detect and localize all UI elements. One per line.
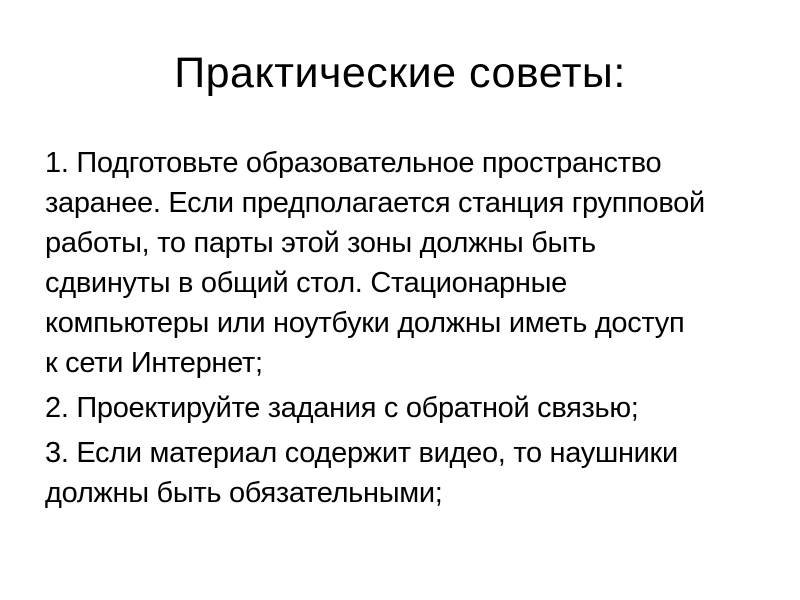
slide-body [45, 143, 780, 513]
tip-3-line-2: должны быть обязательными; [45, 477, 443, 510]
tip-item-2 [45, 388, 780, 428]
tip-2-line-1: 2. Проектируйте задания с обратной связью; [45, 392, 639, 425]
tip-3-line-1: 3. Если материал содержит видео, то наушники [45, 437, 678, 470]
tip-1-line-4: сдвинуты в общий стол. Стационарные [45, 267, 567, 300]
tip-1-line-5: компьютеры или ноутбуки должны иметь доступ [45, 307, 685, 340]
tip-1-line-2: заранее. Если предполагается станция групповой [45, 187, 705, 220]
tip-item-3 [45, 433, 780, 513]
tip-item-1 [45, 143, 780, 383]
tip-1-line-6: к сети Интернет; [45, 347, 263, 380]
tip-1-line-1: 1. Подготовьте образовательное пространство [45, 147, 662, 180]
tip-1-line-3: работы, то парты этой зоны должны быть [45, 227, 596, 260]
slide-title: Практические советы: [174, 49, 626, 97]
